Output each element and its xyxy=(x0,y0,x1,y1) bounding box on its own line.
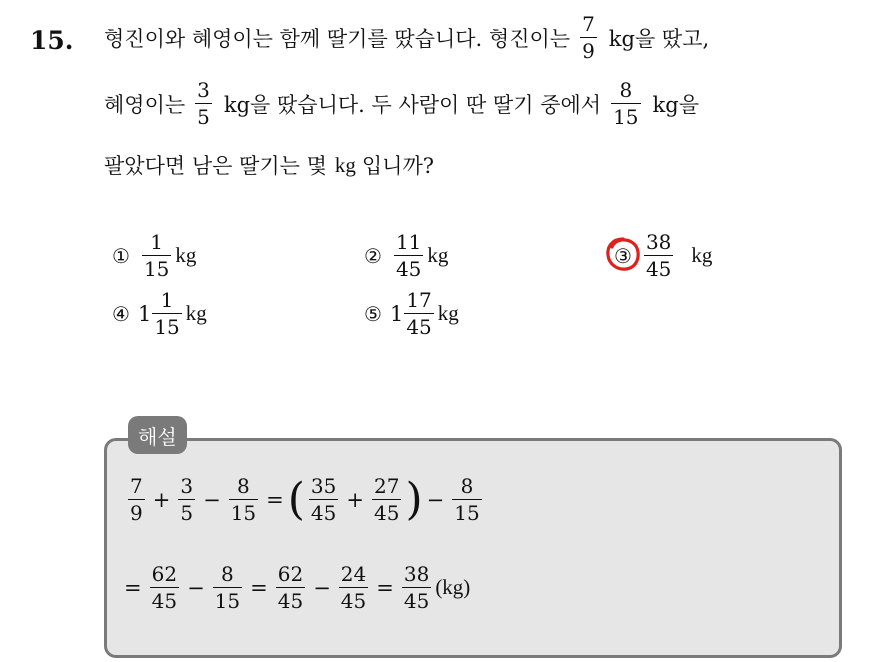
numerator: 1 xyxy=(160,288,174,312)
operator: = xyxy=(250,575,268,600)
operator: − xyxy=(203,487,221,512)
choice-2[interactable] xyxy=(364,232,448,279)
operator: − xyxy=(187,575,205,600)
choice-mark-text: ③ xyxy=(614,243,632,268)
numerator: 8 xyxy=(460,474,474,498)
explanation-line-1 xyxy=(124,473,486,525)
explanation-box xyxy=(104,438,842,658)
choice-5[interactable] xyxy=(364,290,459,337)
denominator: 9 xyxy=(130,501,143,525)
numerator: 27 xyxy=(373,474,400,498)
unit-text: kg xyxy=(691,243,713,267)
choice-mark: ② xyxy=(364,243,382,268)
right-paren: ) xyxy=(405,473,423,525)
operator: + xyxy=(152,487,171,512)
choice-3[interactable] xyxy=(614,232,712,279)
denominator: 45 xyxy=(373,501,400,525)
fraction xyxy=(372,476,401,523)
unit-text: kg xyxy=(437,301,459,325)
fraction xyxy=(213,564,242,611)
denominator: 15 xyxy=(613,105,639,129)
denominator: 45 xyxy=(151,589,178,613)
denominator: 45 xyxy=(277,589,304,613)
unit-text: kg xyxy=(427,243,449,267)
choice-mark: ⑤ xyxy=(364,301,382,326)
choice-mark: ① xyxy=(112,243,130,268)
denominator: 45 xyxy=(340,589,367,613)
question-text: kg을 xyxy=(652,92,699,117)
fraction xyxy=(404,290,433,337)
numerator: 8 xyxy=(237,474,250,498)
denominator: 45 xyxy=(310,501,337,525)
fraction xyxy=(309,476,338,523)
fraction xyxy=(580,14,597,61)
question-line-3 xyxy=(104,150,434,180)
operator: = xyxy=(124,575,142,600)
unit-text: kg xyxy=(334,152,356,177)
denominator: 5 xyxy=(180,501,194,525)
numerator: 38 xyxy=(403,562,430,586)
fraction xyxy=(142,232,171,279)
numerator: 17 xyxy=(406,288,432,312)
operator: = xyxy=(376,575,394,600)
fraction xyxy=(402,564,431,611)
question-number: 15. xyxy=(30,26,74,55)
fraction xyxy=(178,476,195,523)
denominator: 15 xyxy=(230,501,257,525)
numerator: 7 xyxy=(582,12,595,36)
denominator: 5 xyxy=(197,105,210,129)
denominator: 15 xyxy=(154,315,180,339)
denominator: 45 xyxy=(406,315,432,339)
numerator: 1 xyxy=(150,230,164,254)
whole-number: 1 xyxy=(389,301,404,326)
choice-mark xyxy=(614,244,632,268)
fraction xyxy=(195,80,212,127)
denominator: 9 xyxy=(582,39,595,63)
explanation-tag: 해설 xyxy=(128,416,187,454)
explanation-line-2 xyxy=(124,564,470,611)
left-paren: ( xyxy=(287,473,305,525)
question-line-1 xyxy=(104,14,709,61)
choice-4[interactable] xyxy=(112,290,207,337)
operator: − xyxy=(426,487,445,512)
question-text: 입니까? xyxy=(361,154,435,178)
fraction xyxy=(644,232,673,279)
numerator: 62 xyxy=(277,562,304,586)
numerator: 11 xyxy=(395,230,422,254)
numerator: 3 xyxy=(197,78,210,102)
fraction xyxy=(276,564,305,611)
fraction xyxy=(150,564,179,611)
question-text: kg을 땄고, xyxy=(608,26,710,51)
numerator: 24 xyxy=(340,562,367,586)
numerator: 35 xyxy=(310,474,337,498)
fraction xyxy=(394,232,423,279)
fraction xyxy=(452,476,481,523)
choice-1[interactable] xyxy=(112,232,196,279)
answer-circle-icon xyxy=(604,235,642,273)
operator: = xyxy=(266,487,284,512)
question-text: 형진이와 혜영이는 함께 딸기를 땄습니다. 형진이는 xyxy=(104,26,571,51)
unit-text: kg xyxy=(185,301,207,325)
whole-number: 1 xyxy=(137,301,152,326)
fraction xyxy=(128,476,145,523)
denominator: 45 xyxy=(403,589,430,613)
fraction xyxy=(152,290,181,337)
numerator: 3 xyxy=(180,474,194,498)
denominator: 45 xyxy=(645,257,672,281)
numerator: 38 xyxy=(645,230,672,254)
denominator: 15 xyxy=(454,501,480,525)
operator: + xyxy=(346,487,364,512)
question-line-2 xyxy=(104,80,699,127)
fraction xyxy=(611,80,640,127)
fraction xyxy=(339,564,368,611)
question-text: kg을 땄습니다. 두 사람이 딴 딸기 중에서 xyxy=(223,92,602,117)
fraction xyxy=(229,476,258,523)
denominator: 15 xyxy=(214,589,241,613)
operator: − xyxy=(313,575,331,600)
numerator: 8 xyxy=(619,78,633,102)
unit-text: kg xyxy=(175,243,197,267)
unit-text: (kg) xyxy=(435,575,471,599)
denominator: 45 xyxy=(395,257,422,281)
numerator: 8 xyxy=(221,562,234,586)
numerator: 62 xyxy=(151,562,178,586)
question-text: 팔았다면 남은 딸기는 몇 xyxy=(104,154,327,178)
question-text: 혜영이는 xyxy=(104,92,186,117)
choice-mark: ④ xyxy=(112,301,130,326)
denominator: 15 xyxy=(143,257,170,281)
numerator: 7 xyxy=(130,474,143,498)
